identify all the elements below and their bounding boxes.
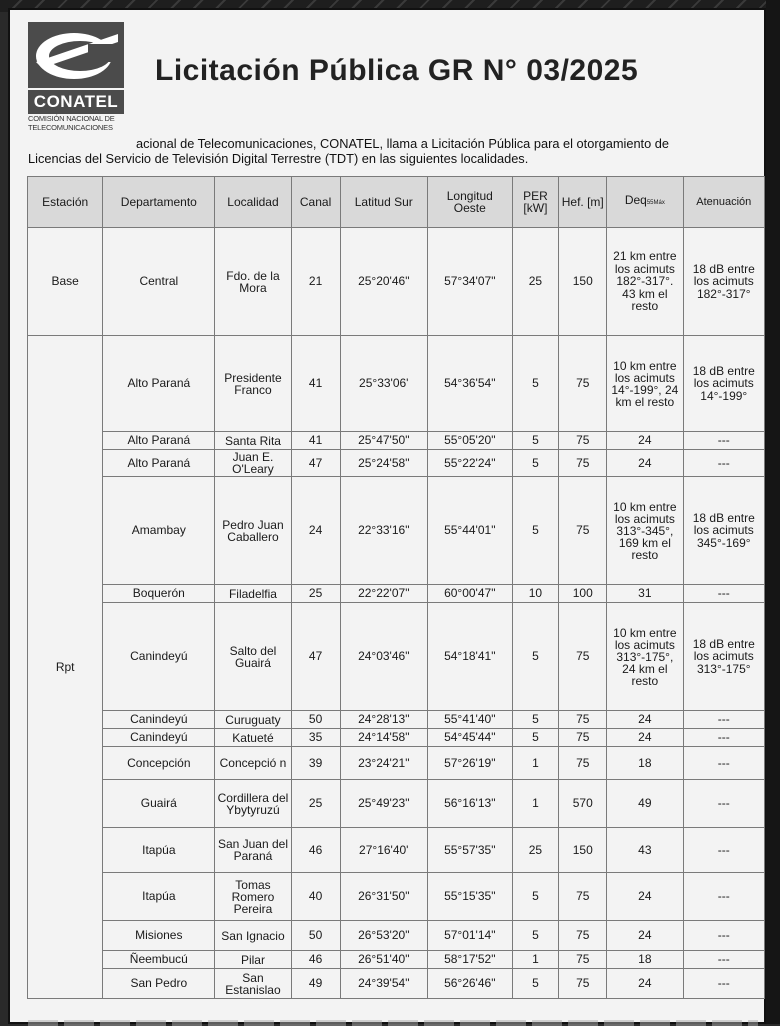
licitacion-table [27,176,765,999]
cell-latitud: 26°31'50" [340,873,428,921]
table-row [28,603,765,711]
header-deq-subscript: 55Máx [646,200,665,207]
commission-line-1: COMISIÓN NACIONAL DE [28,114,115,123]
cell-canal: 46 [291,828,340,873]
table-row [28,780,765,828]
table-row [28,747,765,780]
cell-latitud: 24°14'58" [340,729,428,747]
cell-hef: 75 [559,432,607,450]
header-deq [607,177,683,228]
intro-line-2: Licencias del Servicio de Televisión Digital Terrestre (TDT) en las siguientes localidades. [28,151,529,166]
cell-hef: 150 [559,828,607,873]
cell-hef: 75 [559,450,607,477]
cell-atenuacion: --- [683,729,764,747]
cell-atenuacion: --- [683,747,764,780]
cell-latitud: 22°22'07" [340,585,428,603]
cell-longitud: 55°57'35" [428,828,512,873]
cell-per: 5 [512,921,559,951]
cell-latitud: 25°20'46" [340,228,428,336]
cell-localidad: San Ignacio [215,921,291,951]
cell-latitud: 25°24'58" [340,450,428,477]
cell-canal: 25 [291,585,340,603]
cell-localidad: Salto del Guairá [215,603,291,711]
cell-per: 5 [512,336,559,432]
cell-hef: 150 [559,228,607,336]
cell-departamento: Itapúa [103,873,215,921]
cell-longitud: 55°22'24" [428,450,512,477]
table-row [28,729,765,747]
cell-canal: 50 [291,921,340,951]
cut-off-footer-text [28,1020,758,1026]
cell-per: 25 [512,828,559,873]
cell-latitud: 27°16'40' [340,828,428,873]
cell-hef: 100 [559,585,607,603]
cell-departamento: Concepción [103,747,215,780]
cell-estacion-base: Base [28,228,103,336]
page-title: Licitación Pública GR N° 03/2025 [155,54,639,87]
cell-hef: 75 [559,873,607,921]
cell-deq: 18 [607,747,683,780]
cell-departamento: Central [103,228,215,336]
cell-per: 5 [512,873,559,921]
cell-localidad: Curuguaty [215,711,291,729]
cell-atenuacion: --- [683,951,764,969]
cell-atenuacion: 18 dB entre los acimuts 313°-175° [683,603,764,711]
conatel-logo [28,22,130,124]
cell-localidad: Cordillera del Ybytyruzú [215,780,291,828]
header-estacion: Estación [28,177,103,228]
logo-text: CONATEL [28,90,124,114]
cell-departamento: Amambay [103,477,215,585]
header-per: PER [kW] [512,177,559,228]
cell-canal: 46 [291,951,340,969]
cell-canal: 49 [291,969,340,999]
cell-atenuacion: --- [683,450,764,477]
cell-latitud: 24°28'13" [340,711,428,729]
cell-localidad: Filadelfia [215,585,291,603]
header-canal: Canal [291,177,340,228]
cell-hef: 570 [559,780,607,828]
header-atenuacion: Atenuación [683,177,764,228]
cell-atenuacion: --- [683,828,764,873]
cell-hef: 75 [559,603,607,711]
cell-atenuacion: --- [683,711,764,729]
header-hef: Hef. [m] [559,177,607,228]
table-row [28,450,765,477]
cell-atenuacion: 18 dB entre los acimuts 14°-199° [683,336,764,432]
cell-deq: 24 [607,432,683,450]
cell-latitud: 26°51'40" [340,951,428,969]
cell-hef: 75 [559,477,607,585]
cell-deq: 24 [607,711,683,729]
cell-latitud: 24°03'46" [340,603,428,711]
cell-per: 5 [512,432,559,450]
cell-localidad: Juan E. O'Leary [215,450,291,477]
cell-localidad: Katueté [215,729,291,747]
cell-hef: 75 [559,951,607,969]
table-row [28,873,765,921]
document-page [8,8,766,1024]
cell-deq: 21 km entre los acimuts 182°-317°. 43 km el resto [607,228,683,336]
cell-deq: 24 [607,873,683,921]
table-row [28,921,765,951]
cell-canal: 50 [291,711,340,729]
cell-per: 5 [512,450,559,477]
cell-localidad: San Juan del Paraná [215,828,291,873]
commission-line-2: TELECOMUNICACIONES [28,123,113,132]
cell-canal: 47 [291,603,340,711]
header-deq-label: Deq [624,193,647,208]
cell-localidad: Presidente Franco [215,336,291,432]
cell-departamento: Canindeyú [103,603,215,711]
cell-departamento: Canindeyú [103,711,215,729]
cell-departamento: Canindeyú [103,729,215,747]
photo-frame-right [766,0,780,1024]
cell-per: 1 [512,780,559,828]
cell-latitud: 25°33'06' [340,336,428,432]
cell-departamento: Boquerón [103,585,215,603]
header-localidad: Localidad [215,177,291,228]
cell-departamento: Itapúa [103,828,215,873]
cell-deq: 31 [607,585,683,603]
cell-longitud: 54°18'41" [428,603,512,711]
table-row [28,477,765,585]
cell-longitud: 57°26'19" [428,747,512,780]
header-departamento: Departamento [103,177,215,228]
cell-canal: 35 [291,729,340,747]
cell-deq: 43 [607,828,683,873]
cell-localidad: Santa Rita [215,432,291,450]
cell-latitud: 23°24'21" [340,747,428,780]
cell-hef: 75 [559,336,607,432]
cell-departamento: Ñeembucú [103,951,215,969]
cell-hef: 75 [559,747,607,780]
table-row [28,228,765,336]
cell-canal: 24 [291,477,340,585]
cell-localidad: San Estanislao [215,969,291,999]
cell-per: 5 [512,729,559,747]
cell-canal: 40 [291,873,340,921]
cell-longitud: 56°26'46" [428,969,512,999]
cell-canal: 21 [291,228,340,336]
cell-atenuacion: --- [683,921,764,951]
header-latitud: Latitud Sur [340,177,428,228]
cell-per: 5 [512,603,559,711]
cell-departamento: Alto Paraná [103,432,215,450]
cell-deq: 24 [607,969,683,999]
header-longitud: Longitud Oeste [428,177,512,228]
cell-longitud: 58°17'52" [428,951,512,969]
cell-longitud: 54°45'44" [428,729,512,747]
cell-localidad: Tomas Romero Pereira [215,873,291,921]
cell-per: 10 [512,585,559,603]
cell-per: 5 [512,711,559,729]
table-row [28,969,765,999]
table-row [28,585,765,603]
table-row [28,432,765,450]
table-row [28,828,765,873]
cell-localidad: Fdo. de la Mora [215,228,291,336]
commission-name [28,114,138,132]
cell-atenuacion: 18 dB entre los acimuts 345°-169° [683,477,764,585]
cell-deq: 18 [607,951,683,969]
cell-canal: 41 [291,336,340,432]
cell-latitud: 22°33'16" [340,477,428,585]
cell-per: 5 [512,969,559,999]
cell-latitud: 25°47'50" [340,432,428,450]
cell-deq: 24 [607,450,683,477]
cell-canal: 47 [291,450,340,477]
cell-hef: 75 [559,921,607,951]
cell-departamento: Guairá [103,780,215,828]
cell-per: 1 [512,951,559,969]
cell-canal: 25 [291,780,340,828]
cell-localidad: Pilar [215,951,291,969]
table-row [28,951,765,969]
cell-localidad: Pedro Juan Caballero [215,477,291,585]
cell-longitud: 55°44'01" [428,477,512,585]
cell-per: 5 [512,477,559,585]
conatel-logo-icon [28,22,124,88]
cell-atenuacion: --- [683,432,764,450]
intro-line-1: acional de Telecomunicaciones, CONATEL, llama a Licitación Pública para el otorgamiento de [136,136,670,151]
cell-longitud: 60°00'47" [428,585,512,603]
cell-atenuacion: --- [683,780,764,828]
cell-latitud: 25°49'23" [340,780,428,828]
cell-deq: 24 [607,729,683,747]
cell-atenuacion: 18 dB entre los acimuts 182°-317° [683,228,764,336]
table-row [28,711,765,729]
cell-longitud: 55°41'40" [428,711,512,729]
cell-longitud: 55°05'20" [428,432,512,450]
cell-departamento: Alto Paraná [103,336,215,432]
table-header-row [28,177,765,228]
cell-departamento: San Pedro [103,969,215,999]
cell-atenuacion: --- [683,873,764,921]
cell-departamento: Alto Paraná [103,450,215,477]
cell-departamento: Misiones [103,921,215,951]
cell-localidad: Concepció n [215,747,291,780]
cell-longitud: 57°01'14" [428,921,512,951]
intro-paragraph [28,136,758,166]
cell-estacion-rpt: Rpt [28,336,103,999]
cell-longitud: 56°16'13" [428,780,512,828]
cell-longitud: 55°15'35" [428,873,512,921]
cell-atenuacion: --- [683,585,764,603]
cell-deq: 24 [607,921,683,951]
cell-hef: 75 [559,729,607,747]
cell-atenuacion: --- [683,969,764,999]
cell-deq: 10 km entre los acimuts 313°-175°, 24 km el resto [607,603,683,711]
cell-canal: 39 [291,747,340,780]
cell-deq: 10 km entre los acimuts 313°-345°, 169 km el resto [607,477,683,585]
cell-per: 1 [512,747,559,780]
cell-deq: 49 [607,780,683,828]
cell-longitud: 54°36'54" [428,336,512,432]
cell-canal: 41 [291,432,340,450]
table-row [28,336,765,432]
cell-latitud: 26°53'20" [340,921,428,951]
cell-latitud: 24°39'54" [340,969,428,999]
cell-longitud: 57°34'07" [428,228,512,336]
cell-per: 25 [512,228,559,336]
cell-hef: 75 [559,711,607,729]
cell-hef: 75 [559,969,607,999]
cell-deq: 10 km entre los acimuts 14°-199°, 24 km el resto [607,336,683,432]
